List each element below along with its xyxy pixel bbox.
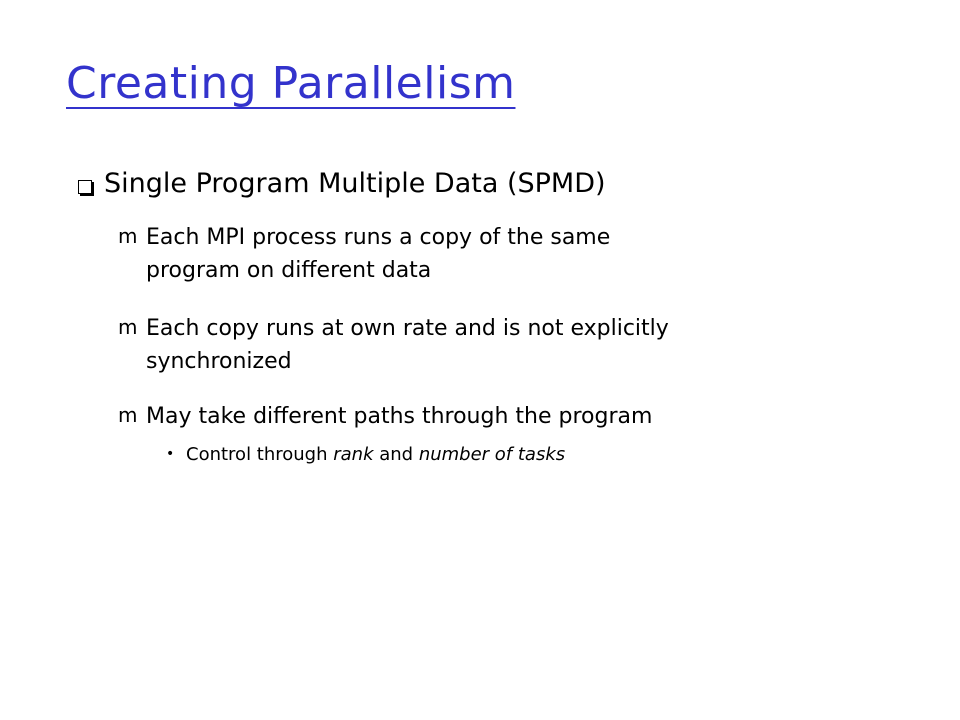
m-bullet-icon: m [118, 224, 138, 248]
bullet-level3-middle: and [373, 444, 419, 465]
slide-title: Creating Parallelism [66, 58, 516, 109]
bullet-level3-text [186, 444, 565, 465]
hollow-square-icon [78, 180, 92, 194]
bullet-level2-line: program on different data [146, 258, 432, 283]
bullet-level2-item [146, 221, 866, 287]
bullet-level2-line: Each MPI process runs a copy of the same [146, 225, 611, 250]
bullet-level3-emphasis-tasks: number of tasks [418, 444, 566, 465]
bullet-level3-prefix: Control through [186, 444, 334, 465]
dot-bullet-icon: • [166, 446, 175, 462]
bullet-level3-emphasis-rank: rank [333, 444, 374, 465]
m-bullet-icon: m [118, 315, 138, 339]
bullet-level2-item [146, 312, 866, 378]
m-bullet-icon: m [118, 403, 138, 427]
bullet-level1-text: Single Program Multiple Data (SPMD) [104, 168, 606, 199]
bullet-level2-item [146, 400, 866, 433]
bullet-level2-line: synchronized [146, 349, 292, 374]
bullet-level2-line: May take different paths through the program [146, 404, 653, 429]
bullet-level2-line: Each copy runs at own rate and is not explicitly [146, 316, 669, 341]
